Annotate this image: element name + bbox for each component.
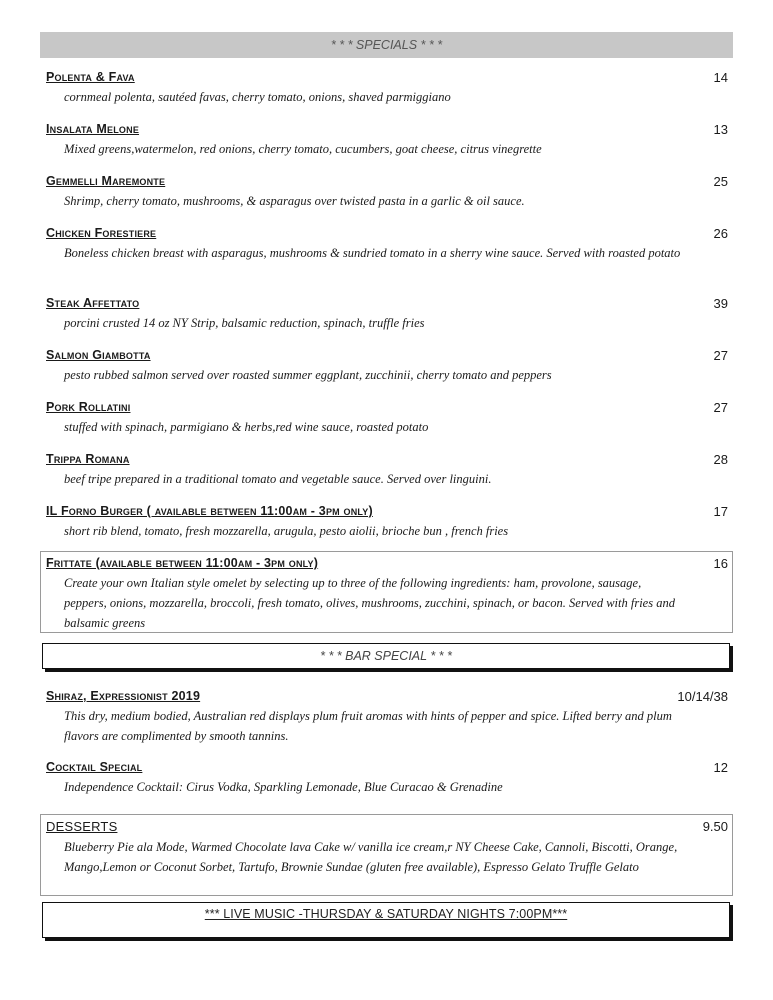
bar-special-header [42, 643, 730, 669]
item-price: 26 [713, 226, 728, 241]
item-price: 17 [713, 504, 728, 519]
item-name: Insalata Melone [46, 122, 140, 136]
item-description: Independence Cocktail: Cirus Vodka, Sparkling Lemonade, Blue Curacao & Grenadine [64, 780, 503, 794]
menu-item-desserts [46, 819, 728, 877]
menu-item [46, 70, 728, 107]
item-name: Salmon Giambotta [46, 348, 151, 362]
live-music-banner [42, 902, 730, 938]
item-description: Blueberry Pie ala Mode, Warmed Chocolate lava Cake w/ vanilla ice cream,r NY Cheese Cake, Cannoli, Biscotti, Orange, Mango,Lemon or Coconut Sorbet, Tartufo, Brownie Sundae (gluten free available), Espresso Gelato Truffle Gelato [64, 840, 678, 874]
item-name: Gemmelli Maremonte [46, 174, 166, 188]
item-price: 14 [713, 70, 728, 85]
item-price: 10/14/38 [677, 689, 728, 704]
item-price: 27 [713, 400, 728, 415]
item-name: Trippa Romana [46, 452, 130, 466]
live-music-text: *** LIVE MUSIC -THURSDAY & SATURDAY NIGHTS 7:00PM*** [204, 907, 568, 921]
item-price: 9.50 [702, 819, 728, 834]
menu-item [46, 174, 728, 211]
item-description: porcini crusted 14 oz NY Strip, balsamic reduction, spinach, truffle fries [64, 316, 425, 330]
item-name: Chicken Forestiere [46, 226, 157, 240]
menu-item [46, 504, 728, 541]
item-name: Cocktail Special [46, 760, 143, 774]
item-description: This dry, medium bodied, Australian red displays plum fruit aromas with hints of pepper and spice. Lifted berry and plum flavors are complimented by smooth tannins. [64, 709, 672, 743]
item-name: IL Forno Burger ( available between 11:00am - 3pm only) [46, 504, 373, 518]
menu-item [46, 452, 728, 489]
menu-item [46, 122, 728, 159]
item-description: beef tripe prepared in a traditional tomato and vegetable sauce. Served over linguini. [64, 472, 492, 486]
menu-item [46, 348, 728, 385]
item-price: 13 [713, 122, 728, 137]
item-description: cornmeal polenta, sautéed favas, cherry tomato, onions, shaved parmiggiano [64, 90, 451, 104]
bar-item [46, 689, 728, 746]
item-description: Boneless chicken breast with asparagus, mushrooms & sundried tomato in a sherry wine sauce. Served with roasted potato [64, 246, 681, 260]
item-name: Frittate (available between 11:00am - 3pm only) [46, 556, 319, 570]
menu-item [46, 226, 728, 263]
menu-item [46, 400, 728, 437]
item-description: Shrimp, cherry tomato, mushrooms, & asparagus over twisted pasta in a garlic & oil sauce. [64, 194, 525, 208]
item-price: 16 [713, 556, 728, 571]
item-price: 39 [713, 296, 728, 311]
menu-item [46, 296, 728, 333]
item-name: Pork Rollatini [46, 400, 131, 414]
item-price: 25 [713, 174, 728, 189]
specials-header: * * * SPECIALS * * * [40, 32, 733, 58]
item-description: pesto rubbed salmon served over roasted summer eggplant, zucchinii, cherry tomato and peppers [64, 368, 552, 382]
menu-item-frittate [46, 556, 728, 633]
item-description: Create your own Italian style omelet by selecting up to three of the following ingredients: ham, provolone, sausage, peppers, onions, mozzarella, broccoli, fresh tomato, olives, mushrooms, zucchini, spinach, or bacon. Served with fries and balsamic greens [64, 576, 675, 630]
item-name: Steak Affettato [46, 296, 140, 310]
item-price: 12 [713, 760, 728, 775]
item-price: 28 [713, 452, 728, 467]
item-description: Mixed greens,watermelon, red onions, cherry tomato, cucumbers, goat cheese, citrus vinegrette [64, 142, 542, 156]
item-name: Shiraz, Expressionist 2019 [46, 689, 201, 703]
item-description: short rib blend, tomato, fresh mozzarella, arugula, pesto aiolii, brioche bun , french fries [64, 524, 509, 538]
item-price: 27 [713, 348, 728, 363]
item-name: Polenta & Fava [46, 70, 135, 84]
item-description: stuffed with spinach, parmigiano & herbs,red wine sauce, roasted potato [64, 420, 429, 434]
item-name: DESSERTS [46, 819, 118, 834]
bar-special-title: * * * BAR SPECIAL * * * [320, 649, 452, 663]
bar-item [46, 760, 728, 797]
